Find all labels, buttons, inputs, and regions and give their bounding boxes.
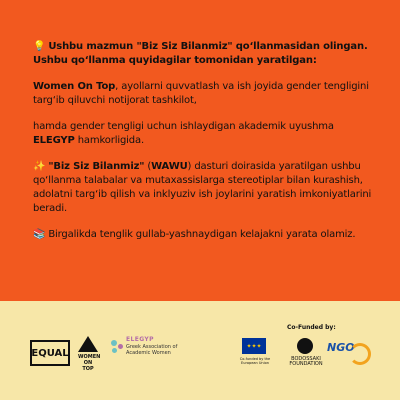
elegyp-name: ELEGYP: [33, 135, 75, 146]
sparkles-icon: ✨: [33, 161, 46, 172]
elegyp-logo: [108, 336, 178, 366]
books-icon: 📚: [33, 229, 46, 240]
program-name: "Biz Siz Bilanmiz": [48, 161, 145, 172]
ngo-logo: [327, 337, 373, 365]
intro-text: Ushbu mazmun "Biz Siz Bilanmiz" qo‘llanmasidan olingan. Ushbu qo‘llanma quyidagilar tomonidan yaratilgan:: [33, 41, 368, 66]
bodossaki-circle-icon: [297, 338, 313, 354]
program-abbr: WAWU: [151, 161, 188, 172]
elegyp-logo-desc: Greek Association of Academic Women: [126, 344, 178, 356]
dot-icon: [112, 348, 117, 353]
stars-icon: ✦✦✦: [246, 342, 262, 350]
dot-icon: [111, 340, 117, 346]
dot-icon: [118, 344, 123, 349]
triangle-icon: [78, 336, 98, 352]
paragraph-women-on-top: [33, 80, 378, 108]
bodossaki-label: BODOSSAKI FOUNDATION: [289, 356, 323, 367]
program-desc: ) dasturi doirasida yaratilgan ushbu qo‘llanma talabalar va mutaxassislarga stereotiplar bilan kurashish, adolatni targ‘ib qilish va inklyuziv ish joylarini yaratish imkoniyatlarini beradi.: [33, 161, 372, 214]
eu-flag-icon: [242, 338, 266, 354]
elegyp-logo-name: ELEGYP: [126, 336, 154, 343]
women-on-top-label: WOMEN ON TOP: [78, 354, 101, 372]
elegyp-suffix: hamkorligida.: [74, 135, 144, 146]
elegyp-dots-icon: [108, 338, 126, 356]
closing-text: Birgalikda tenglik gullab-yashnaydigan kelajakni yarata olamiz.: [48, 229, 356, 240]
cofunded-label: Co-Funded by:: [287, 324, 336, 331]
women-on-top-desc: , ayollarni quvvatlash va ish joyida gender tengligini targ‘ib qiluvchi notijorat tashkilot,: [33, 81, 369, 106]
lightbulb-icon: 💡: [33, 41, 46, 52]
women-on-top-logo: [78, 336, 101, 372]
bodossaki-logo: [290, 336, 320, 356]
equal-logo: EQUAL: [30, 340, 70, 366]
paragraph-intro: [33, 40, 378, 68]
paragraph-program: [33, 160, 378, 216]
program-open-paren: (: [144, 161, 152, 172]
paragraph-closing: [33, 228, 378, 242]
ngo-swirl-icon: [349, 343, 371, 365]
women-on-top-name: Women On Top: [33, 81, 116, 92]
elegyp-desc: hamda gender tengligi uchun ishlaydigan akademik uyushma: [33, 121, 334, 132]
ngo-logo-text: NGO: [327, 341, 355, 354]
paragraph-elegyp: [33, 120, 378, 148]
message-text: [33, 40, 378, 254]
eu-label: Co-funded by the European Union: [239, 357, 271, 365]
